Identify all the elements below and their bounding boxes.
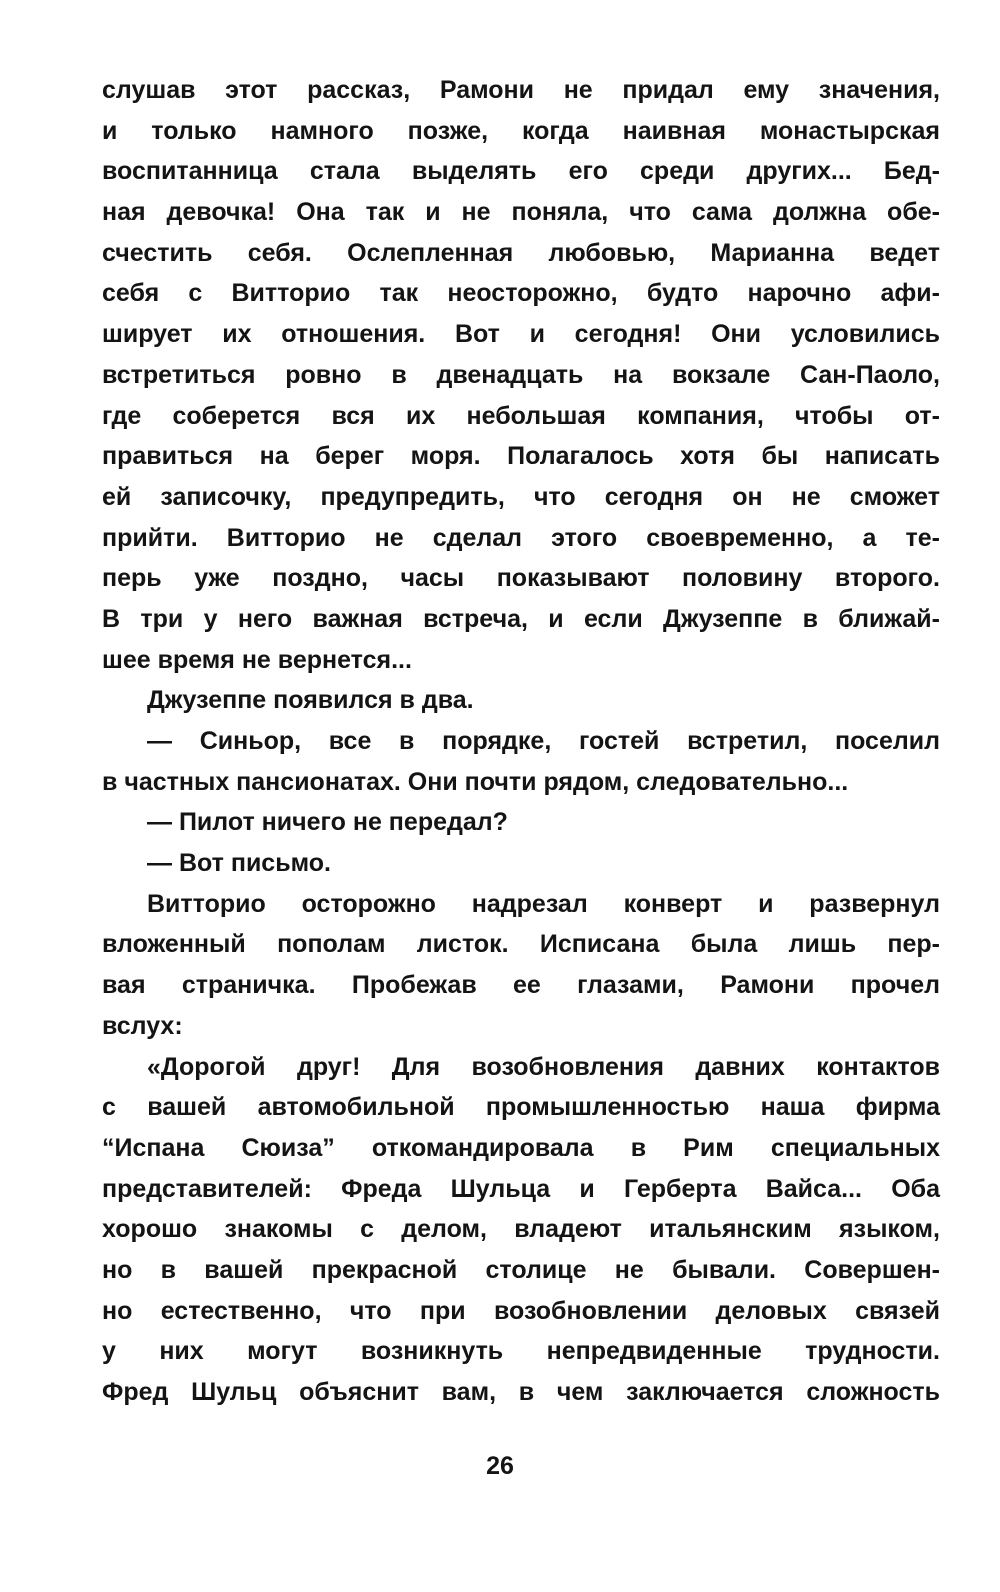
- text-line: вслух:: [102, 1011, 183, 1040]
- text-line: воспитанница стала выделять его среди других... Бед-: [102, 157, 940, 186]
- text-line: — Вот письмо.: [147, 849, 331, 878]
- text-line: слушав этот рассказ, Рамони не придал ему значения,: [102, 76, 940, 104]
- text-line: представителей: Фреда Шульца и Герберта Вайса... Оба: [102, 1174, 940, 1203]
- text-line: счестить себя. Ослепленная любовью, Марианна ведет: [102, 238, 940, 267]
- body-text: [102, 70, 940, 1413]
- text-line: вая страничка. Пробежав ее глазами, Рамони прочел: [102, 971, 940, 1000]
- text-line: ширует их отношения. Вот и сегодня! Они условились: [102, 320, 940, 349]
- text-line: шее время не вернется...: [102, 645, 412, 674]
- text-line: у них могут возникнуть непредвиденные трудности.: [102, 1337, 940, 1366]
- text-line: Витторио осторожно надрезал конверт и развернул: [147, 889, 940, 918]
- text-line: ей записочку, предупредить, что сегодня он не сможет: [102, 482, 940, 511]
- text-line: с вашей автомобильной промышленностью наша фирма: [102, 1093, 940, 1122]
- text-line: — Синьор, все в порядке, гостей встретил, поселил: [147, 727, 940, 755]
- text-line: ная девочка! Она так и не поняла, что сама должна обе-: [102, 198, 940, 227]
- text-line: вложенный пополам листок. Исписана была лишь пер-: [102, 930, 940, 959]
- text-line: но в вашей прекрасной столице не бывали. Совершен-: [102, 1255, 940, 1284]
- text-line: прийти. Витторио не сделал этого своевременно, а те-: [102, 523, 940, 552]
- text-line: перь уже поздно, часы показывают половину второго.: [102, 564, 940, 593]
- text-line: Джузеппе появился в два.: [147, 686, 474, 715]
- text-line: хорошо знакомы с делом, владеют итальянским языком,: [102, 1215, 940, 1244]
- text-line: в частных пансионатах. Они почти рядом, следовательно...: [102, 767, 849, 796]
- text-line: но естественно, что при возобновлении деловых связей: [102, 1296, 940, 1325]
- text-line: Фред Шульц объяснит вам, в чем заключается сложность: [102, 1378, 940, 1406]
- text-line: где соберется вся их небольшая компания, чтобы от-: [102, 401, 940, 430]
- text-line: “Испана Сюиза” откомандировала в Рим специальных: [102, 1133, 940, 1162]
- text-line: правиться на берег моря. Полагалось хотя бы написать: [102, 442, 940, 471]
- text-line: и только намного позже, когда наивная монастырская: [102, 116, 940, 145]
- text-line: В три у него важная встреча, и если Джузеппе в ближай-: [102, 604, 940, 633]
- text-line: себя с Витторио так неосторожно, будто нарочно афи-: [102, 279, 940, 308]
- text-line: «Дорогой друг! Для возобновления давних контактов: [147, 1052, 940, 1081]
- text-line: — Пилот ничего не передал?: [147, 808, 508, 837]
- text-line: встретиться ровно в двенадцать на вокзале Сан-Паоло,: [102, 360, 940, 389]
- page-number: 26: [486, 1452, 514, 1480]
